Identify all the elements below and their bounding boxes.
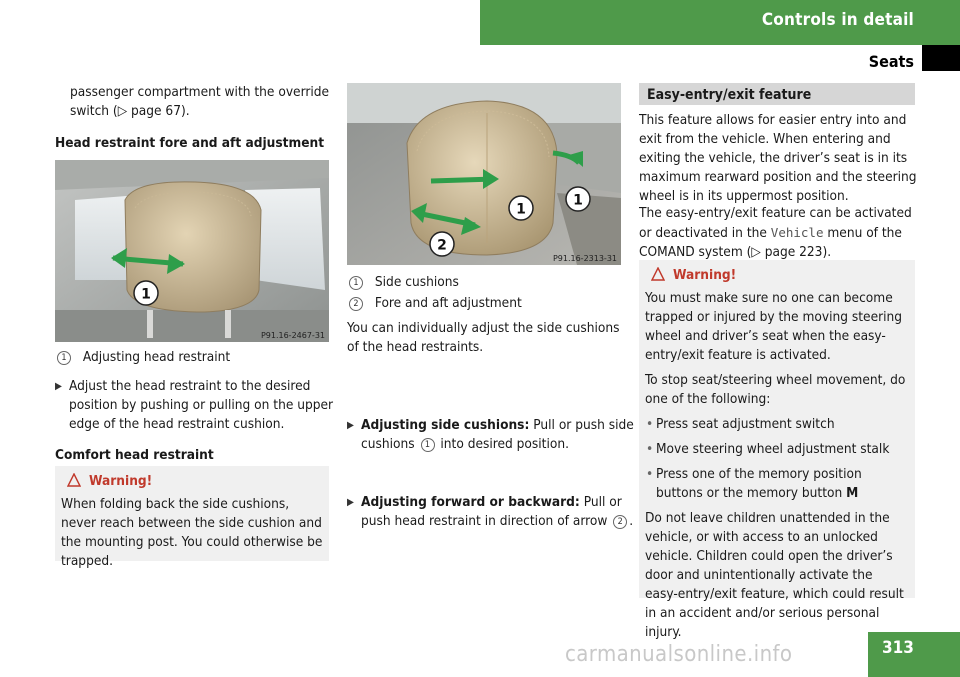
arrow-right-icon: ▶ xyxy=(347,420,354,431)
warning-title: Warning! xyxy=(651,266,909,285)
heading-comfort: Comfort head restraint xyxy=(55,447,214,463)
warning-icon xyxy=(651,267,665,281)
heading-fore-aft: Head restraint fore and aft adjustment xyxy=(55,135,325,151)
warning-list-item: • Move steering wheel adjustment stalk xyxy=(646,441,890,457)
warning-list-item: • Press seat adjustment switch xyxy=(646,416,835,432)
header-bar xyxy=(480,0,960,45)
legend-item-fore-aft: 2 Fore and aft adjustment xyxy=(347,294,627,313)
image1-callout-1: 1 xyxy=(141,286,151,303)
warning-box-2 xyxy=(639,260,915,640)
warning-title: Warning! xyxy=(67,472,323,491)
callout-2-marker: 2 xyxy=(349,297,363,311)
intro-text: passenger compartment with the override switch (▷ page 67). xyxy=(70,84,330,119)
image2-code: P91.16-2313-31 xyxy=(552,254,617,263)
image2-callout-2: 2 xyxy=(437,237,447,254)
step-fore-aft: ▶ Adjusting forward or backward: Pull or push head restraint in direction of arrow 2 . xyxy=(347,494,634,529)
arrow-right-icon: ▶ xyxy=(347,497,354,508)
menu-name-vehicle: Vehicle xyxy=(770,225,824,240)
image1-code: P91.16-2467-31 xyxy=(260,331,325,340)
callout-2-marker: 2 xyxy=(613,515,627,529)
watermark: carmanualsonline.info xyxy=(565,642,793,667)
chapter-tab-marker xyxy=(922,45,960,71)
comfort-head-restraint-photo xyxy=(347,83,621,265)
easy-entry-para2: The easy-entry/exit feature can be activated or deactivated in the Vehicle menu of the COMAND system (▷ page 223). xyxy=(639,205,912,260)
image2-callout-1a: 1 xyxy=(516,201,526,218)
warning-para3: Do not leave children unattended in the vehicle, or with access to an unlocked vehicle. Children could open the driver’s door and unintentionally activate the easy-entry/exit feature, which could result in an accident and/or serious personal injury. xyxy=(645,510,904,640)
callout-1-marker: 1 xyxy=(349,276,363,290)
bullet-dot-icon: • xyxy=(646,416,654,432)
side-cushions-para: You can individually adjust the side cushions of the head restraints. xyxy=(347,320,620,355)
warning-list-item: • Press one of the memory position buttons or the memory button M xyxy=(646,466,862,501)
section-title: Controls in detail xyxy=(761,10,914,30)
legend-item-1: 1 Adjusting head restraint xyxy=(55,348,335,367)
easy-entry-para1: This feature allows for easier entry into and exit from the vehicle. When entering and exiting the vehicle, the driver’s seat is in its maximum rearward position and the steering wheel is in its uppermost position. xyxy=(639,112,917,204)
callout-1-marker: 1 xyxy=(421,438,435,452)
step-adjust: ▶ Adjust the head restraint to the desired position by pushing or pulling on the upper edge of the head restraint cushion. xyxy=(55,378,334,432)
page-number-box xyxy=(868,632,960,677)
warning-box-1 xyxy=(55,466,329,569)
page-number: 313 xyxy=(882,638,914,658)
arrow-right-icon: ▶ xyxy=(55,381,62,392)
memory-button-label: M xyxy=(846,485,859,501)
head-restraint-photo xyxy=(55,160,329,342)
image2-callout-1b: 1 xyxy=(573,192,583,209)
bullet-dot-icon: • xyxy=(646,466,654,482)
warning-icon xyxy=(67,473,81,487)
step-side-cushions: ▶ Adjusting side cushions: Pull or push side cushions 1 into desired position. xyxy=(347,417,634,452)
warning-text: When folding back the side cushions, never reach between the side cushion and the mounting post. You could otherwise be trapped. xyxy=(61,496,323,569)
bullet-dot-icon: • xyxy=(646,441,654,457)
warning-para2: To stop seat/steering wheel movement, do one of the following: xyxy=(645,372,906,407)
warning-para1: You must make sure no one can become trapped or injured by the moving steering wheel and driver’s seat when the easy-entry/exit feature is activated. xyxy=(645,290,903,363)
callout-1-marker: 1 xyxy=(57,351,71,365)
subsection-title: Seats xyxy=(868,52,914,71)
section-header-easy-entry: Easy-entry/exit feature xyxy=(639,83,915,105)
legend-item-side-cushions: 1 Side cushions xyxy=(347,273,627,292)
